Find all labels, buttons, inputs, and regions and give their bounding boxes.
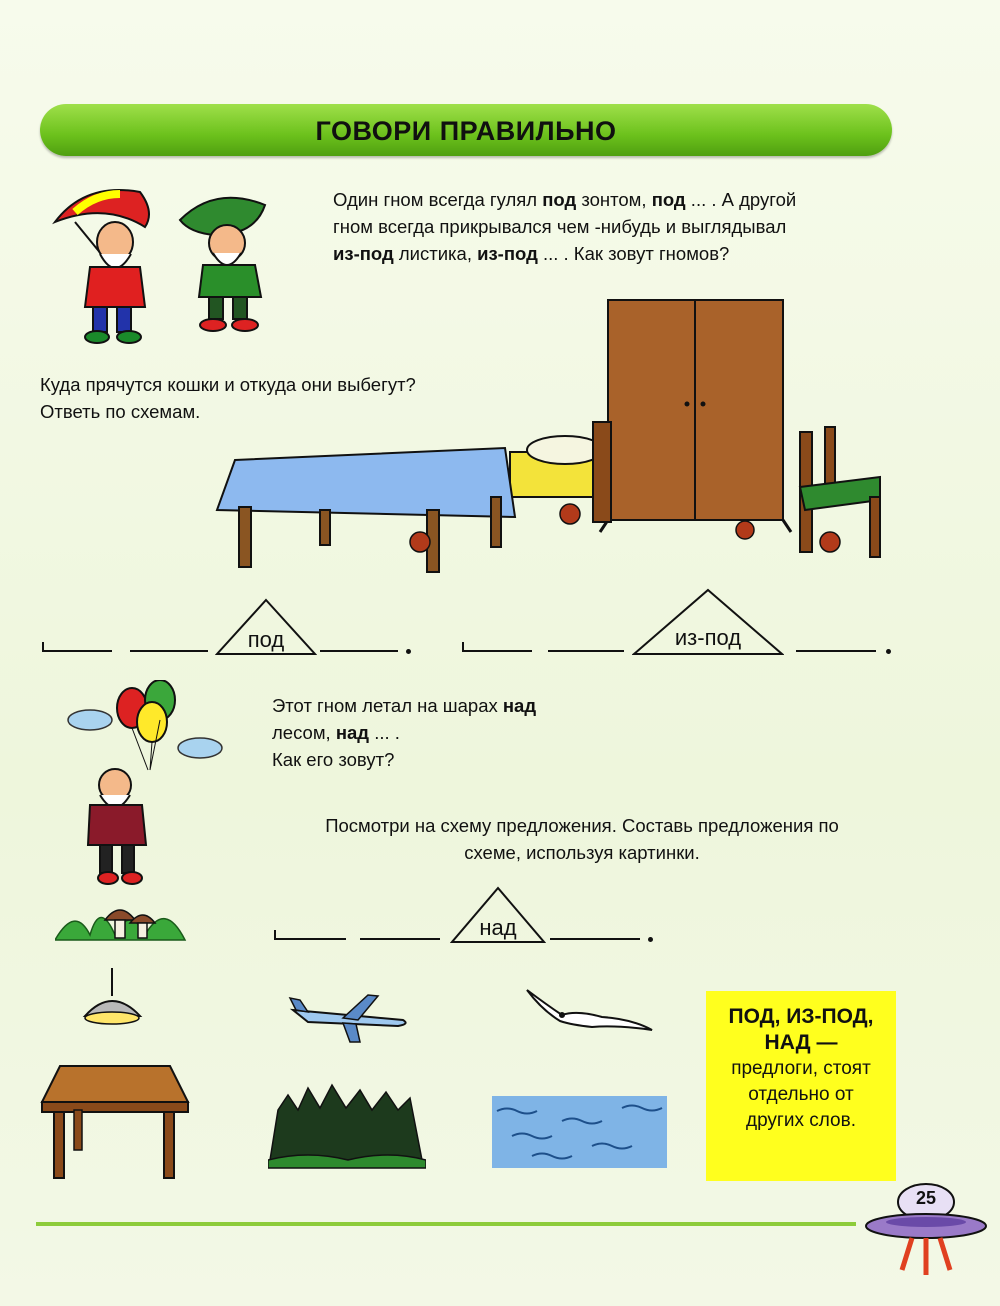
scheme2-word3-line: [796, 650, 876, 652]
cats-task-line1: Куда прячутся кошки и откуда они выбегут?: [40, 374, 416, 395]
forest-illustration: [268, 1080, 426, 1170]
gnome-umbrella-illustration: [45, 182, 165, 347]
scheme3-preposition: над: [479, 915, 517, 940]
scheme2-period: [886, 649, 891, 654]
gnomes-paragraph-line1: Один гном всегда гулял под зонтом, под ... . А другой: [333, 189, 797, 210]
gnomes-paragraph-line2: гном всегда прикрывался чем -нибудь и выглядывал: [333, 216, 787, 237]
page-number: 25: [915, 1188, 937, 1208]
sea-water-illustration: [492, 1096, 667, 1168]
cats-task-line2: Ответь по схемам.: [40, 401, 201, 422]
gnomes-paragraph-line3: из-под листика, из-под ... . Как зовут гномов?: [333, 243, 730, 264]
rule-box-text: [706, 1004, 896, 1134]
balloon-paragraph-line3: Как его зовут?: [272, 749, 395, 770]
balloon-paragraph: [272, 692, 612, 773]
balloon-paragraph-line1: Этот гном летал на шарах над: [272, 695, 537, 716]
scheme1-word2-line: [130, 650, 208, 652]
lamp-illustration: [80, 968, 145, 1030]
page-title: ГОВОРИ ПРАВИЛЬНО: [315, 116, 617, 146]
furniture-with-cats-illustration: [205, 292, 895, 582]
gnomes-paragraph: [333, 186, 893, 267]
sentence-task: [262, 812, 902, 866]
scheme2-word1-line: [462, 650, 532, 652]
rule-box-line2: НАД —: [764, 1031, 838, 1054]
seagull-illustration: [522, 985, 657, 1040]
balloon-paragraph-line2: лесом, над ... .: [272, 722, 400, 743]
scheme2-preposition: из-под: [674, 625, 742, 650]
scheme1-preposition: под: [247, 627, 285, 652]
footer-line: [36, 1222, 856, 1226]
gnome-balloons-illustration: [60, 680, 225, 895]
sentence-task-line1: Посмотри на схему предложения. Составь предложения по: [325, 815, 839, 836]
scheme2-word2-line: [548, 650, 624, 652]
scheme3-word3-line: [550, 938, 640, 940]
rule-box-line3: предлоги, стоят: [731, 1058, 871, 1079]
table-illustration: [40, 1064, 190, 1182]
scheme3-period: [648, 937, 653, 942]
scheme1-period: [406, 649, 411, 654]
mushrooms-grass-illustration: [55, 895, 190, 945]
scheme3-word2-line: [360, 938, 440, 940]
airplane-illustration: [288, 990, 413, 1045]
sentence-task-line2: схеме, используя картинки.: [464, 842, 700, 863]
rule-box-line5: других слов.: [745, 1110, 856, 1131]
scheme1-word1-line: [42, 650, 112, 652]
scheme3-word1-line: [274, 938, 346, 940]
rule-box-line4: отдельно от: [748, 1084, 854, 1105]
rule-box-line1: ПОД, ИЗ-ПОД,: [728, 1005, 874, 1028]
scheme1-word3-line: [320, 650, 398, 652]
